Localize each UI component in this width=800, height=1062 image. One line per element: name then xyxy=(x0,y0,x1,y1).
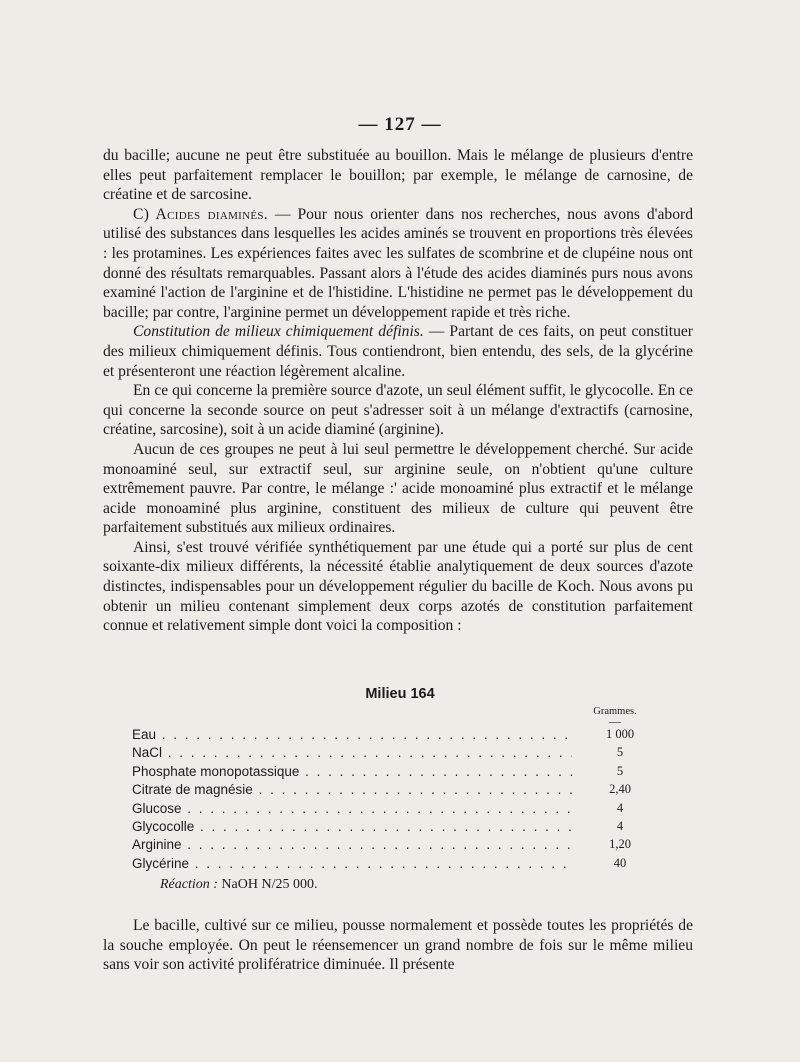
table-row xyxy=(132,745,652,763)
ingredient-value: 5 xyxy=(616,763,624,778)
table-row xyxy=(132,727,652,745)
paragraph-2 xyxy=(103,205,693,323)
reaction-value: NaOH N/25 000. xyxy=(217,877,318,892)
ingredient-name: Arginine . . . xyxy=(132,837,572,852)
ingredient-name: Phosphate monopotassique . . . xyxy=(132,764,572,779)
final-text xyxy=(103,916,693,975)
reaction-line xyxy=(160,877,317,893)
paragraph-2-text: — Pour nous orienter dans nos recherches, nous avons d'abord utilisé des substances dans lesquelles les acides aminés se trouvent en proportions très élevées : les protamines. Les expériences faites avec les sulfates de scombrine et de clupéine nous ont donné des résultats remarquables. Passant alors à l'étude des acides diaminés purs nous avons examiné l'action de l'arginine et de l'histidine. L'histidine ne permet pas le développement du bacille; par contre, l'arginine permet un développement rapide et très riche. xyxy=(103,205,693,321)
reaction-label: Réaction : xyxy=(160,877,218,892)
ingredient-name: Glycérine . . . xyxy=(132,856,572,871)
table-row xyxy=(132,837,652,855)
paragraph-3-text: — Partant de ces faits, on peut constituer des milieux chimiquement définis. Tous contiendront, bien entendu, des sels, de la glycérine et présenteront une réaction légèrement alcaline. xyxy=(103,323,693,380)
ingredient-value: 4 xyxy=(616,800,624,815)
ingredient-value: 4 xyxy=(616,818,624,833)
ingredient-value: 5 xyxy=(616,745,624,760)
paragraph-1: du bacille; aucune ne peut être substituée au bouillon. Mais le mélange de plusieurs d'entre elles peut parfaitement remplacer le bouillon; par exemple, le mélange de carnosine, de créatine et de sarcosine. xyxy=(103,147,693,204)
paragraph-5: Aucun de ces groupes ne peut à lui seul permettre le développement cherché. Sur acide monoaminé seul, sur extractif seul, sur arginine seule, on n'obtient qu'une culture extrêmement pauvre. Par contre, le mélange :' acide monoaminé plus extractif et le mélange acide monoaminé plus arginine, constituent des milieux de culture qui peuvent être parfaitement substitués aux milieux ordinaires. xyxy=(103,440,693,537)
table-row xyxy=(132,856,652,874)
ingredient-name: Glucose . . . xyxy=(132,801,572,816)
ingredient-value: 1,20 xyxy=(609,837,631,852)
unit-header: Grammes. xyxy=(593,706,637,717)
ingredient-name: NaCl . . . xyxy=(132,745,572,760)
ingredient-value: 2,40 xyxy=(609,782,631,797)
section-label-acides-diamines: C) Acides diaminés. xyxy=(133,205,268,223)
paragraph-7: Le bacille, cultivé sur ce milieu, pousse normalement et possède toutes les propriétés de la souche employée. On peut le réensemencer un grand nombre de fois sur le même milieu sans voir son activité prolifératrice diminuée. Il présente xyxy=(103,917,693,974)
section-label-constitution: Constitution de milieux chimiquement définis. xyxy=(133,323,424,341)
paragraph-4: En ce qui concerne la première source d'azote, un seul élément suffit, le glycocolle. En ce qui concerne la seconde source on peut s'adresser soit à un mélange d'extractifs (carnosine, créatine, sarcosine), soit à un acide diaminé (arginine). xyxy=(103,382,693,439)
ingredient-value: 40 xyxy=(613,855,627,870)
ingredient-name: Glycocolle . . . xyxy=(132,819,572,834)
table-row xyxy=(132,819,652,837)
unit-dash: — xyxy=(609,714,621,728)
table-row xyxy=(132,764,652,782)
ingredient-name: Citrate de magnésie . . . xyxy=(132,782,572,797)
milieu-title: Milieu 164 xyxy=(365,686,435,702)
table-row xyxy=(132,801,652,819)
paragraph-6: Ainsi, s'est trouvé vérifiée synthétiquement par une étude qui a porté sur plus de cent soixante-dix milieux différents, la nécessité établie analytiquement de deux sources d'azote distinctes, indispensables pour un développement régulier du bacille de Koch. Nous avons pu obtenir un milieu contenant simplement deux corps azotés de constitution parfaitement connue et relativement simple dont voici la composition : xyxy=(103,538,693,635)
composition-table xyxy=(132,727,652,874)
main-text xyxy=(103,146,693,636)
paragraph-3 xyxy=(103,322,693,381)
ingredient-value: 1 000 xyxy=(605,727,635,741)
ingredient-name: Eau . . . xyxy=(132,727,572,742)
page-number: — 127 — xyxy=(358,114,442,135)
table-row xyxy=(132,782,652,800)
